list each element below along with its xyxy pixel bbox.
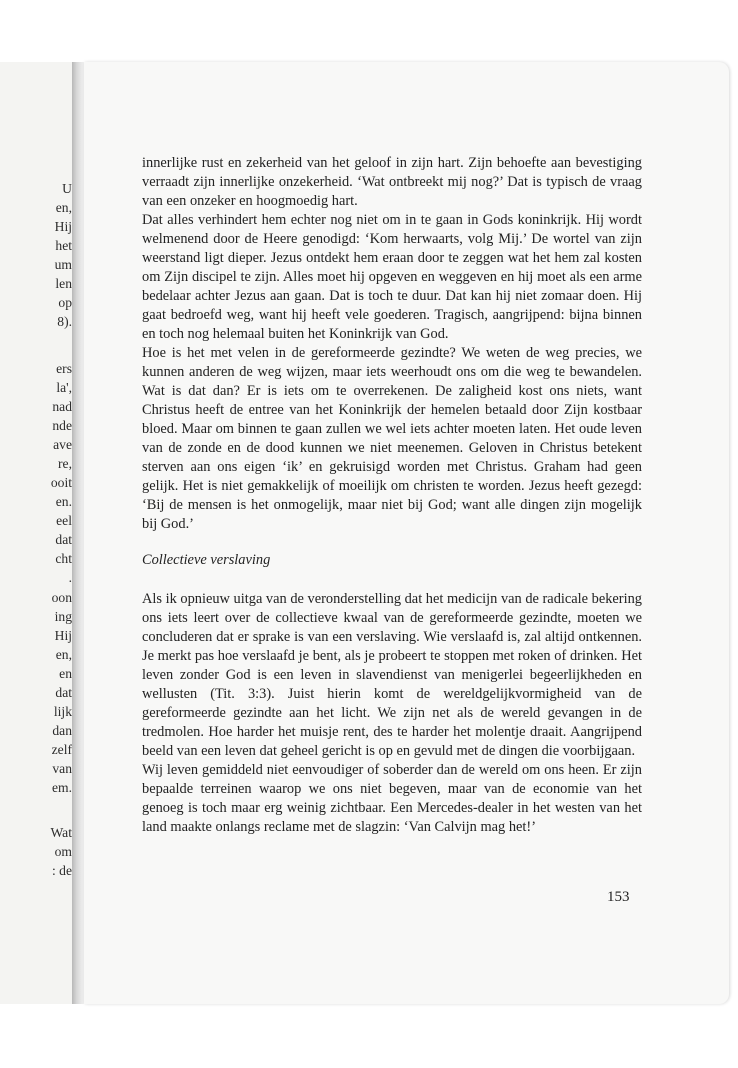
left-page-fragment: . [68, 570, 72, 585]
left-page-fragment: nad [52, 399, 72, 414]
left-page-fragment: lijk [53, 704, 72, 719]
left-page-fragment: re, [58, 456, 72, 471]
right-page [84, 62, 729, 1004]
book-gutter [72, 62, 84, 1004]
left-page-fragment: om [54, 844, 72, 859]
left-page-fragment: dat [55, 685, 72, 700]
left-page-fragment: Wat [50, 825, 72, 840]
left-page-fragment: ave [53, 437, 72, 452]
left-page-fragment: eel [56, 513, 72, 528]
left-page-fragment: dat [55, 532, 72, 547]
paragraph-1: innerlijke rust en zekerheid van het geloof in zijn hart. Zijn behoefte aan bevestiging verraadt zijn innerlijke onzekerheid. ‘Wat ontbreekt mij nog?’ Dat is typisch de vraag van een onzeker en hoogmoedig hart. [142, 155, 642, 209]
left-page-fragment: 8). [57, 314, 72, 329]
left-page-fragment: en. [55, 494, 72, 509]
left-page-fragment: en, [55, 647, 72, 662]
paragraph-2: Dat alles verhindert hem echter nog niet om in te gaan in Gods koninkrijk. Hij wordt welmenend door de Heere genodigd: ‘Kom herwaarts, volg Mij.’ De wortel van zijn weerstand ligt dieper. Jezus ontdekt hem eraan door te zeggen wat het hem zal kosten om Zijn discipel te zijn. Alles moet hij opgeven en weggeven en hij moet als een arme bedelaar achter Jezus aan gaan. Dat is toch te duur. Dat kan hij niet zomaar doen. Hij gaat bedroefd weg, want hij heeft vele goederen. Tragisch, aangrijpend: bijna binnen en toch nog helemaal buiten het Koninkrijk van God. [142, 212, 642, 342]
left-page-fragment: op [58, 295, 72, 310]
left-page-fragment: van [52, 761, 72, 776]
left-page-fragment: em. [51, 780, 72, 795]
left-page-fragment: cht [55, 551, 72, 566]
body-text [142, 154, 642, 837]
left-page-fragment: : de [51, 863, 72, 878]
paragraph-5: Wij leven gemiddeld niet eenvoudiger of soberder dan de wereld om ons heen. Er zijn bepaalde terreinen waarop we ons niet begeven, maar van de economie van het genoeg is toch maar erg weinig zichtbaar. Een Mercedes-dealer in het westen van het land maakte onlangs reclame met de slagzin: ‘Van Calvijn mag het!’ [142, 762, 642, 835]
left-page-fragment: en [59, 666, 72, 681]
left-page-fragment: dan [52, 723, 72, 738]
left-page-fragment: len [55, 276, 72, 291]
paragraph-4: Als ik opnieuw uitga van de veronderstelling dat het medicijn van de radicale bekering ons iets leert over de collectieve kwaal van de gereformeerde gezindte, moeten we concluderen dat er sprake is van een verslaving. Wie verslaafd is, zal altijd ontkennen. Je merkt pas hoe verslaafd je bent, als je probeert te stoppen met roken of drinken. Het leven zonder God is een leven in slavendienst van menigerlei begeerlijkheden en wellusten (Tit. 3:3). Juist hierin komt de wereldgelijkvormigheid van de gereformeerde gezindte aan het licht. We zijn net als de wereld gevangen in de tredmolen. Hoe harder het muisje rent, des te harder het molentje draait. Aangrijpend beeld van een leven dat geheel gericht is op en gevuld met de dingen die voorbijgaan. [142, 591, 642, 759]
left-page-fragment: ing [54, 609, 72, 624]
left-page-fragment: Hij [54, 219, 72, 234]
left-page-fragment: um [54, 257, 72, 272]
paragraph-3: Hoe is het met velen in de gereformeerde gezindte? We weten de weg precies, we kunnen anderen de weg wijzen, maar iets weerhoudt ons om die weg te bewandelen. Wat is dat dan? Er is iets om te overrekenen. De zaligheid kost ons niets, want Christus heeft de entree van het Koninkrijk der hemelen betaald door Zijn kostbaar bloed. Maar om binnen te gaan zullen we wel iets achter moeten laten. Het oude leven van de zonde en de dood kunnen we niet meenemen. Geloven in Christus betekent sterven aan ons eigen ‘ik’ en gekruisigd worden met Christus. Graham had geen gelijk. Het is niet gemakkelijk of moeilijk om christen te worden. Jezus heeft gezegd: ‘Bij de mensen is het onmogelijk, maar niet bij God; want alle dingen zijn mogelijk bij God.’ [142, 345, 642, 532]
left-page-fragment: ooit [50, 475, 72, 490]
left-page-fragment: het [55, 238, 72, 253]
left-page-fragment: oon [51, 590, 72, 605]
left-page-fragment: ers [56, 361, 72, 376]
left-page-fragment: en, [55, 200, 72, 215]
left-page-fragment: Hij [54, 628, 72, 643]
left-page-fragment: U [62, 181, 72, 196]
left-page-fragment: zelf [51, 742, 72, 757]
left-page-fragment: la', [56, 380, 72, 395]
section-heading: Collectieve verslaving [142, 552, 271, 568]
left-page-fragment: nde [52, 418, 72, 433]
page-number: 153 [607, 889, 630, 905]
left-page-edge [0, 62, 76, 1004]
